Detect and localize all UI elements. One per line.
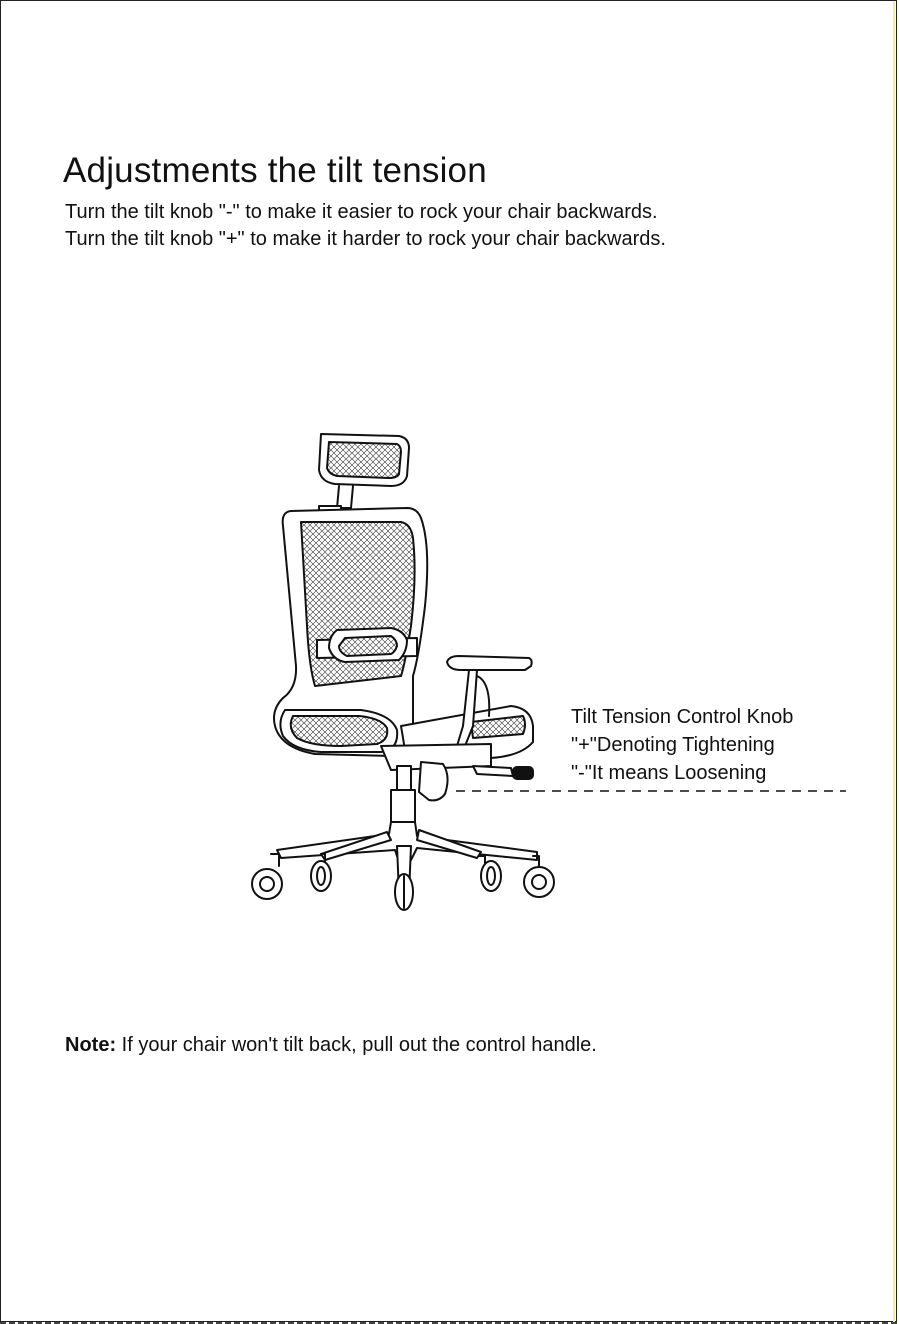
note-text: If your chair won't tilt back, pull out the control handle.: [116, 1034, 597, 1056]
page-edge-accent: [893, 1, 895, 1323]
caster-back-right: [479, 856, 501, 891]
callout-loosen: "-"It means Loosening: [571, 762, 767, 784]
office-chair-icon: [241, 426, 571, 916]
note-label: Note:: [65, 1034, 117, 1056]
instruction-tighten: Turn the tilt knob "+" to make it harder to rock your chair backwards.: [65, 228, 666, 250]
callout-knob-name: Tilt Tension Control Knob: [571, 706, 794, 728]
note: [65, 1034, 597, 1057]
instruction-loosen: Turn the tilt knob "-" to make it easier to rock your chair backwards.: [65, 201, 658, 223]
caster-front: [395, 874, 413, 910]
callout-tighten: "+"Denoting Tightening: [571, 734, 775, 756]
page-title: Adjustments the tilt tension: [63, 151, 487, 190]
caster-left: [252, 854, 282, 899]
caster-right: [524, 856, 554, 897]
callout-leader-line: [456, 781, 846, 801]
gas-cylinder: [391, 766, 415, 826]
